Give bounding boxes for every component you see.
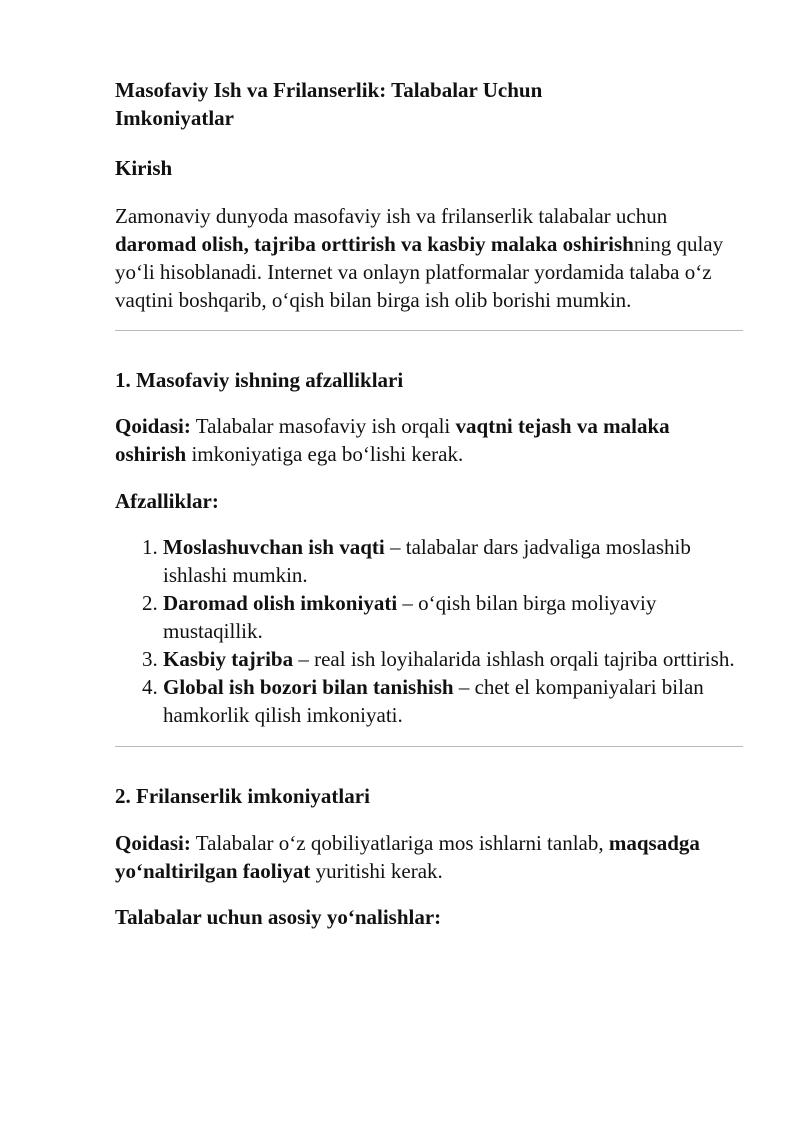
section1-heading: 1. Masofaviy ishning afzalliklari bbox=[115, 368, 404, 392]
intro-text-end: ning qulay yo‘li hisoblanadi. Internet va onlayn platformalar yordamida talaba o‘z vaqtini boshqarib, o‘qish bilan birga ish olib borishi mumkin. bbox=[115, 232, 724, 312]
document-content bbox=[115, 76, 745, 931]
list-item-text: – real ish loyihalarida ishlash orqali tajriba orttirish. bbox=[293, 647, 735, 671]
intro-heading: Kirish bbox=[115, 156, 173, 180]
advantages-list bbox=[115, 533, 745, 729]
list-item-title: Global ish bozori bilan tanishish bbox=[163, 675, 454, 699]
section2-rule bbox=[115, 829, 745, 885]
section2-rule-bold: maqsadga yo‘naltirilgan faoliyat bbox=[115, 831, 700, 883]
section2-heading: 2. Frilanserlik imkoniyatlari bbox=[115, 784, 370, 808]
divider-1 bbox=[115, 330, 743, 331]
document-title: Masofaviy Ish va Frilanserlik: Talabalar Uchun Imkoniyatlar bbox=[115, 78, 543, 130]
list-item-text: – chet el kompaniyalari bilan hamkorlik qilish imkoniyati. bbox=[163, 675, 704, 727]
list-item bbox=[163, 673, 745, 729]
intro-paragraph bbox=[115, 202, 745, 314]
section1-rule-text-end: imkoniyatiga ega bo‘lishi kerak. bbox=[186, 442, 464, 466]
section1-rule bbox=[115, 412, 745, 468]
intro-text-start: Zamonaviy dunyoda masofaviy ish va frilanserlik talabalar uchun bbox=[115, 204, 668, 228]
section2-rule-label: Qoidasi: bbox=[115, 831, 191, 855]
section1-rule-text-start: Talabalar masofaviy ish orqali bbox=[190, 414, 456, 438]
list-item bbox=[163, 589, 745, 645]
divider-2 bbox=[115, 746, 743, 747]
list-item-title: Daromad olish imkoniyati bbox=[163, 591, 398, 615]
list-item-text: – talabalar dars jadvaliga moslashib ishlashi mumkin. bbox=[163, 535, 691, 587]
list-item bbox=[163, 533, 745, 589]
intro-bold-text: daromad olish, tajriba orttirish va kasbiy malaka oshirish bbox=[115, 232, 634, 256]
section2-rule-text-start: Talabalar o‘z qobiliyatlariga mos ishlarni tanlab, bbox=[190, 831, 609, 855]
section2-rule-text-end: yuritishi kerak. bbox=[310, 859, 443, 883]
section2-subheading: Talabalar uchun asosiy yo‘nalishlar: bbox=[115, 905, 442, 929]
section1-subheading: Afzalliklar: bbox=[115, 489, 219, 513]
list-item-title: Kasbiy tajriba bbox=[163, 647, 294, 671]
section1-rule-label: Qoidasi: bbox=[115, 414, 191, 438]
section1-rule-bold: vaqtni tejash va malaka oshirish bbox=[115, 414, 670, 466]
list-item bbox=[163, 645, 745, 673]
list-item-title: Moslashuvchan ish vaqti bbox=[163, 535, 385, 559]
list-item-text: – o‘qish bilan birga moliyaviy mustaqillik. bbox=[163, 591, 657, 643]
